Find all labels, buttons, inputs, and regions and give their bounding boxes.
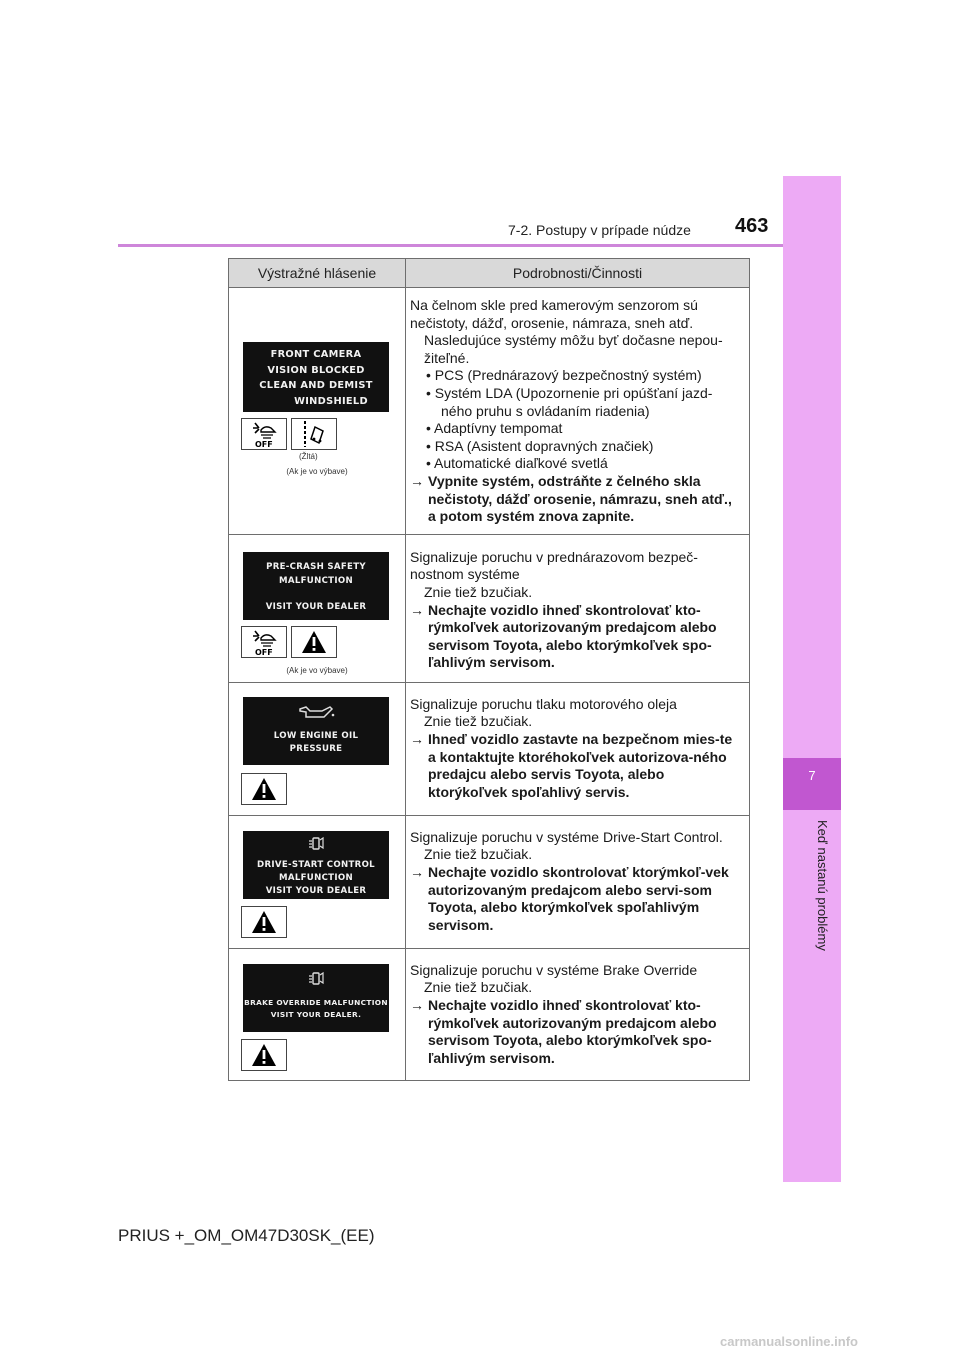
chapter-label: Keď nastanú problémy [815,820,830,951]
detail-line: Signalizuje poruchu v systéme Brake Override [410,961,698,978]
detail-line: Znie tiež bzučiak. [424,979,533,996]
bullet-item-continuation: ného pruhu s ovládaním riadenia) [441,402,650,419]
warning-triangle-icon [241,773,287,805]
action-text: → Nechajte vozidlo skontrolovať ktorýmkoľ-vek autorizovaným predajcom alebo servi-som Toyota, alebo ktorýmkoľvek spoľahlivým servisom. [410,863,729,933]
details-cell [406,815,750,948]
action-text: → Vypnite systém, odstráňte z čelného skla nečistoty, dážď orosenie, námrazu, sneh atď., a potom systém znova zapnite. [410,472,732,525]
screen-line: CLEAN AND DEMIST [259,380,373,391]
chapter-number: 7 [808,768,816,783]
table-row [229,288,750,535]
warning-table [228,258,750,1081]
table-header-row [229,259,750,288]
screen-line: VISIT YOUR DEALER. [270,1009,362,1019]
detail-line: Na čelnom skle pred kamerovým senzorom sú [410,297,698,313]
detail-line: nostnom systéme [410,566,520,583]
header-rule [118,244,783,247]
brake-override-icon [306,970,326,988]
warning-cell [229,682,406,815]
details-cell [406,682,750,815]
bullet-item: • PCS (Prednárazový bezpečnostný systém) [426,367,702,384]
availability-note: (Ak je vo výbave) [286,665,348,675]
screen-line: PRE-CRASH SAFETY [266,561,366,572]
screen-line: MALFUNCTION [279,575,353,586]
display-screen [243,552,389,620]
svg-text:OFF: OFF [255,440,273,448]
icon-color-note: (Žltá) [299,452,318,461]
detail-line: nečistoty, dážď, orosenie, námraza, sneh atď. [410,314,694,331]
details-cell [406,534,750,682]
action-text: → Nechajte vozidlo ihneď skontrolovať kto-rýmkoľvek autorizovaným predajcom alebo servisom Toyota, alebo ktorýmkoľvek spo-ľahlivým servisom. [410,601,717,671]
screen-line: VISIT YOUR DEALER [265,885,367,896]
screen-line: FRONT CAMERA [270,349,362,360]
svg-text:OFF: OFF [255,647,273,656]
detail-line: Signalizuje poruchu tlaku motorového oleja [410,695,677,712]
detail-line: Signalizuje poruchu v prednárazovom bezpeč- [410,548,698,565]
display-screen [243,342,389,412]
pcs-off-icon [241,418,287,450]
screen-line: PRESSURE [289,743,343,754]
lane-departure-icon [291,418,337,450]
screen-line: LOW ENGINE OIL [273,730,359,741]
warning-triangle-icon [291,626,337,658]
display-screen [243,697,389,765]
watermark: carmanualsonline.info [720,1334,858,1349]
column-header-warning: Výstražné hlásenie [229,259,406,288]
detail-line: Znie tiež bzučiak. [424,713,533,730]
table-row [229,815,750,948]
arrow-icon: → [410,730,424,747]
column-header-details: Podrobnosti/Činnosti [406,259,750,288]
pcs-off-icon [241,626,287,658]
detail-line: Znie tiež bzučiak. [424,846,533,863]
action-text: → Nechajte vozidlo ihneď skontrolovať kto-rýmkoľvek autorizovaným predajcom alebo servisom Toyota, alebo ktorýmkoľvek spo-ľahlivým servisom. [410,996,717,1066]
warning-cell [229,815,406,948]
screen-line: MALFUNCTION [279,872,353,883]
detail-line: žiteľné. [424,349,470,366]
bullet-item: • Systém LDA (Upozornenie pri opúšťaní jazd- [426,384,713,401]
bullet-item: • Adaptívny tempomat [426,420,563,437]
detail-line: Znie tiež bzučiak. [424,583,533,600]
table-row [229,948,750,1080]
warning-triangle-icon [241,1039,287,1071]
display-screen [243,831,389,899]
section-title: 7-2. Postupy v prípade núdze [508,222,691,238]
warning-triangle-icon [241,906,287,938]
table-row [229,682,750,815]
display-screen [243,964,389,1032]
action-text: → Ihneď vozidlo zastavte na bezpečnom mies-te a kontaktujte ktoréhokoľvek autorizova-ného predajcu alebo servis Toyota, alebo ktorýkoľvek spoľahlivý servis. [410,730,733,800]
availability-note: (Ak je vo výbave) [286,467,348,476]
warning-cell [229,534,406,682]
arrow-icon: → [410,863,424,880]
bullet-item: • Automatické diaľkové svetlá [426,455,608,472]
document-footer: PRIUS +_OM_OM47D30SK_(EE) [118,1226,375,1245]
screen-line: VISION BLOCKED [267,364,365,376]
screen-line: BRAKE OVERRIDE MALFUNCTION [244,997,388,1007]
details-cell [406,948,750,1080]
details-cell [406,288,750,535]
detail-line: Nasledujúce systémy môžu byť dočasne nepou- [424,332,723,349]
detail-line: Signalizuje poruchu v systéme Drive-Start Control. [410,828,723,845]
oil-can-icon [296,703,336,721]
page-number: 463 [735,215,769,237]
table-row [229,534,750,682]
chapter-side-tab [783,176,841,1182]
arrow-icon: → [410,996,424,1013]
drive-start-icon [306,835,326,853]
screen-line: VISIT YOUR DEALER [265,601,367,612]
screen-line [243,588,389,600]
arrow-icon: → [410,472,424,489]
chapter-number-box [783,758,841,810]
screen-line: WINDSHIELD [294,395,368,407]
warning-cell [229,288,406,535]
warning-cell [229,948,406,1080]
screen-line: DRIVE-START CONTROL [257,859,375,870]
bullet-item: • RSA (Asistent dopravných značiek) [426,437,654,454]
arrow-icon: → [410,601,424,618]
